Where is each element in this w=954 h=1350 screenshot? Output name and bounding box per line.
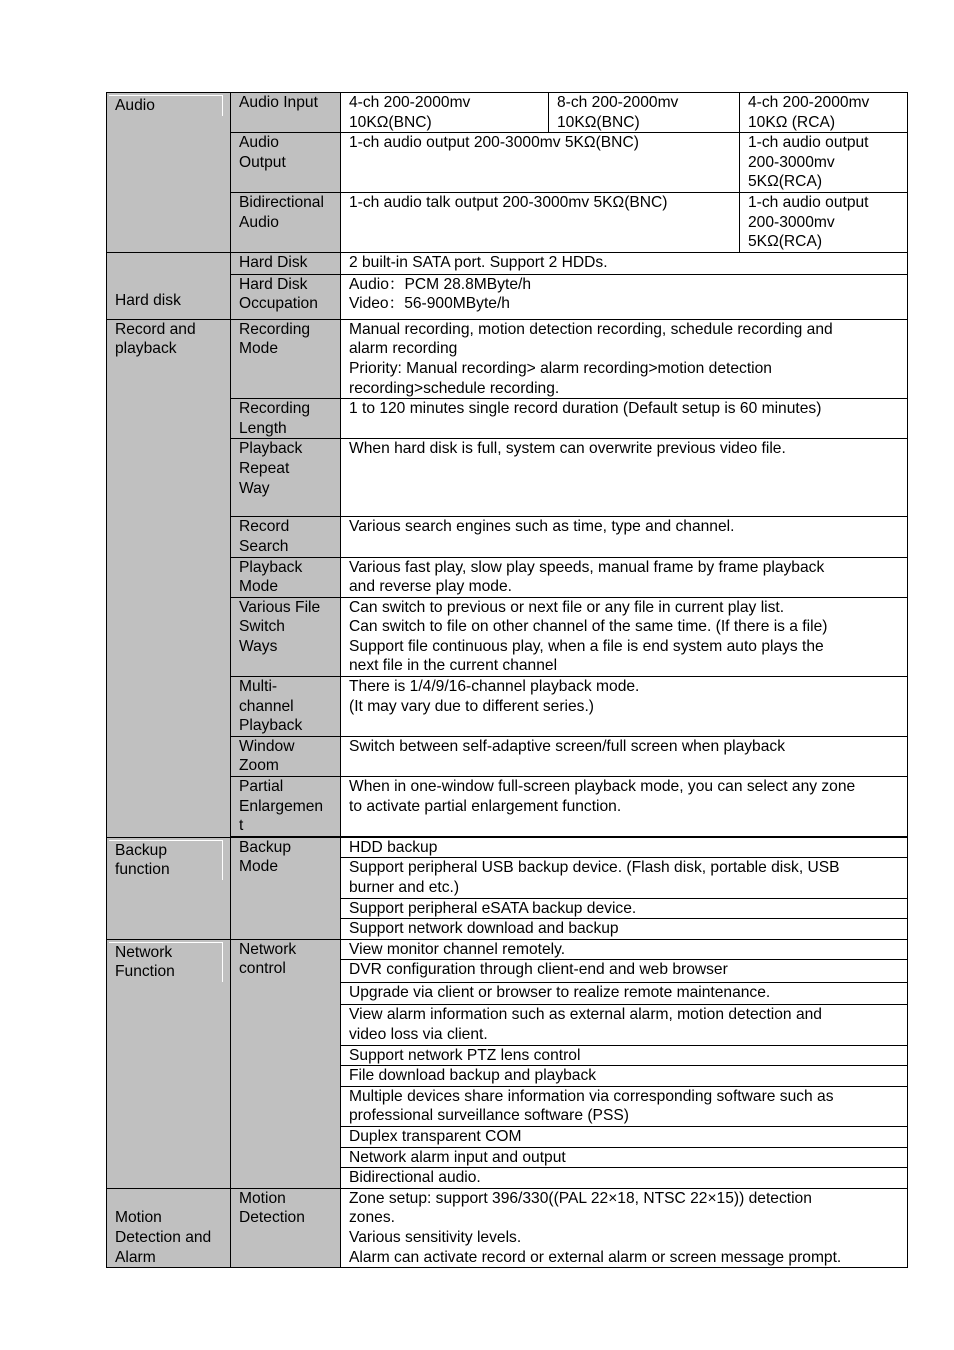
cell: Can switch to previous or next file or any file in current play list. Can switch to file on other channel of the same time. (If there is a file) Support file continuous play, when a file is end system auto plays the next file in the current channel	[341, 597, 908, 676]
sub-hard-disk-occupation: Hard Disk Occupation	[231, 274, 341, 319]
cell: Various search engines such as time, type and channel.	[341, 517, 908, 557]
sub-record-search: Record Search	[231, 517, 341, 557]
sub-recording-length: Recording Length	[231, 399, 341, 439]
list-item: Support network PTZ lens control	[341, 1045, 908, 1066]
category-backup-function: Backup function	[107, 837, 231, 939]
category-hard-disk: Hard disk	[107, 252, 231, 319]
list-item: Multiple devices share information via corresponding software such as professional surveillance software (PSS)	[341, 1086, 908, 1126]
list-item: View monitor channel remotely.	[341, 939, 908, 960]
table-row	[107, 1188, 908, 1267]
list-item: Duplex transparent COM	[341, 1126, 908, 1147]
list-item: Support peripheral USB backup device. (Flash disk, portable disk, USB burner and etc.)	[341, 858, 908, 898]
sub-audio-input: Audio Input	[231, 93, 341, 133]
specification-table	[106, 92, 908, 1268]
cell: There is 1/4/9/16-channel playback mode. (It may vary due to different series.)	[341, 677, 908, 737]
cell: 1-ch audio talk output 200-3000mv 5KΩ(BNC)	[341, 192, 740, 252]
cell: Switch between self-adaptive screen/full screen when playback	[341, 736, 908, 776]
cell: Audio：PCM 28.8MByte/h Video：56-900MByte/h	[341, 274, 908, 319]
sub-bidirectional-audio: Bidirectional Audio	[231, 192, 341, 252]
category-label: Audio	[115, 97, 155, 114]
sub-playback-mode: Playback Mode	[231, 557, 341, 597]
table-row	[107, 93, 908, 133]
cell: Various fast play, slow play speeds, manual frame by frame playback and reverse play mode.	[341, 557, 908, 597]
sub-playback-repeat-way: Playback Repeat Way	[231, 439, 341, 517]
sub-network-control: Network control	[231, 939, 341, 1188]
cell: 4-ch 200-2000mv 10KΩ(BNC)	[341, 93, 549, 133]
list-item: File download backup and playback	[341, 1066, 908, 1087]
category-network-function: Network Function	[107, 939, 231, 1188]
sub-partial-enlargement: Partial Enlargemen t	[231, 777, 341, 837]
cell: When in one-window full-screen playback mode, you can select any zone to activate partial enlargement function.	[341, 777, 908, 837]
list-item: Support peripheral eSATA backup device.	[341, 898, 908, 919]
sub-window-zoom: Window Zoom	[231, 736, 341, 776]
table-row	[107, 252, 908, 274]
category-record-playback: Record and playback	[107, 319, 231, 837]
list-item: DVR configuration through client-end and web browser	[341, 960, 908, 983]
list-item: Upgrade via client or browser to realize remote maintenance.	[341, 983, 908, 1005]
table-row	[107, 319, 908, 398]
cell: 1-ch audio output 200-3000mv 5KΩ(RCA)	[740, 192, 908, 252]
table-row	[107, 837, 908, 858]
cell: 2 built-in SATA port. Support 2 HDDs.	[341, 252, 908, 274]
category-audio	[107, 93, 231, 253]
list-item: HDD backup	[341, 837, 908, 858]
cell: When hard disk is full, system can overwrite previous video file.	[341, 439, 908, 517]
list-item: Network alarm input and output	[341, 1147, 908, 1168]
sub-backup-mode: Backup Mode	[231, 837, 341, 939]
cell: Manual recording, motion detection recording, schedule recording and alarm recording Priority: Manual recording> alarm recording>motion detection recording>schedule recording.	[341, 319, 908, 398]
table-row	[107, 939, 908, 960]
sub-motion-detection: Motion Detection	[231, 1188, 341, 1267]
sub-recording-mode: Recording Mode	[231, 319, 341, 398]
cell: Zone setup: support 396/330((PAL 22×18, NTSC 22×15)) detection zones. Various sensitivity levels. Alarm can activate record or external alarm or screen message prompt.	[341, 1188, 908, 1267]
cell: 8-ch 200-2000mv 10KΩ(BNC)	[549, 93, 740, 133]
cell: 1-ch audio output 200-3000mv 5KΩ(BNC)	[341, 133, 740, 193]
category-motion-detection-alarm: Motion Detection and Alarm	[107, 1188, 231, 1267]
cell: 1-ch audio output 200-3000mv 5KΩ(RCA)	[740, 133, 908, 193]
list-item: View alarm information such as external alarm, motion detection and video loss via client.	[341, 1005, 908, 1045]
list-item: Support network download and backup	[341, 919, 908, 940]
sub-various-file-switch: Various File Switch Ways	[231, 597, 341, 676]
sub-audio-output: Audio Output	[231, 133, 341, 193]
cell: 4-ch 200-2000mv 10KΩ (RCA)	[740, 93, 908, 133]
sub-hard-disk: Hard Disk	[231, 252, 341, 274]
sub-multichannel-playback: Multi- channel Playback	[231, 677, 341, 737]
list-item: Bidirectional audio.	[341, 1168, 908, 1189]
cell: 1 to 120 minutes single record duration (Default setup is 60 minutes)	[341, 399, 908, 439]
